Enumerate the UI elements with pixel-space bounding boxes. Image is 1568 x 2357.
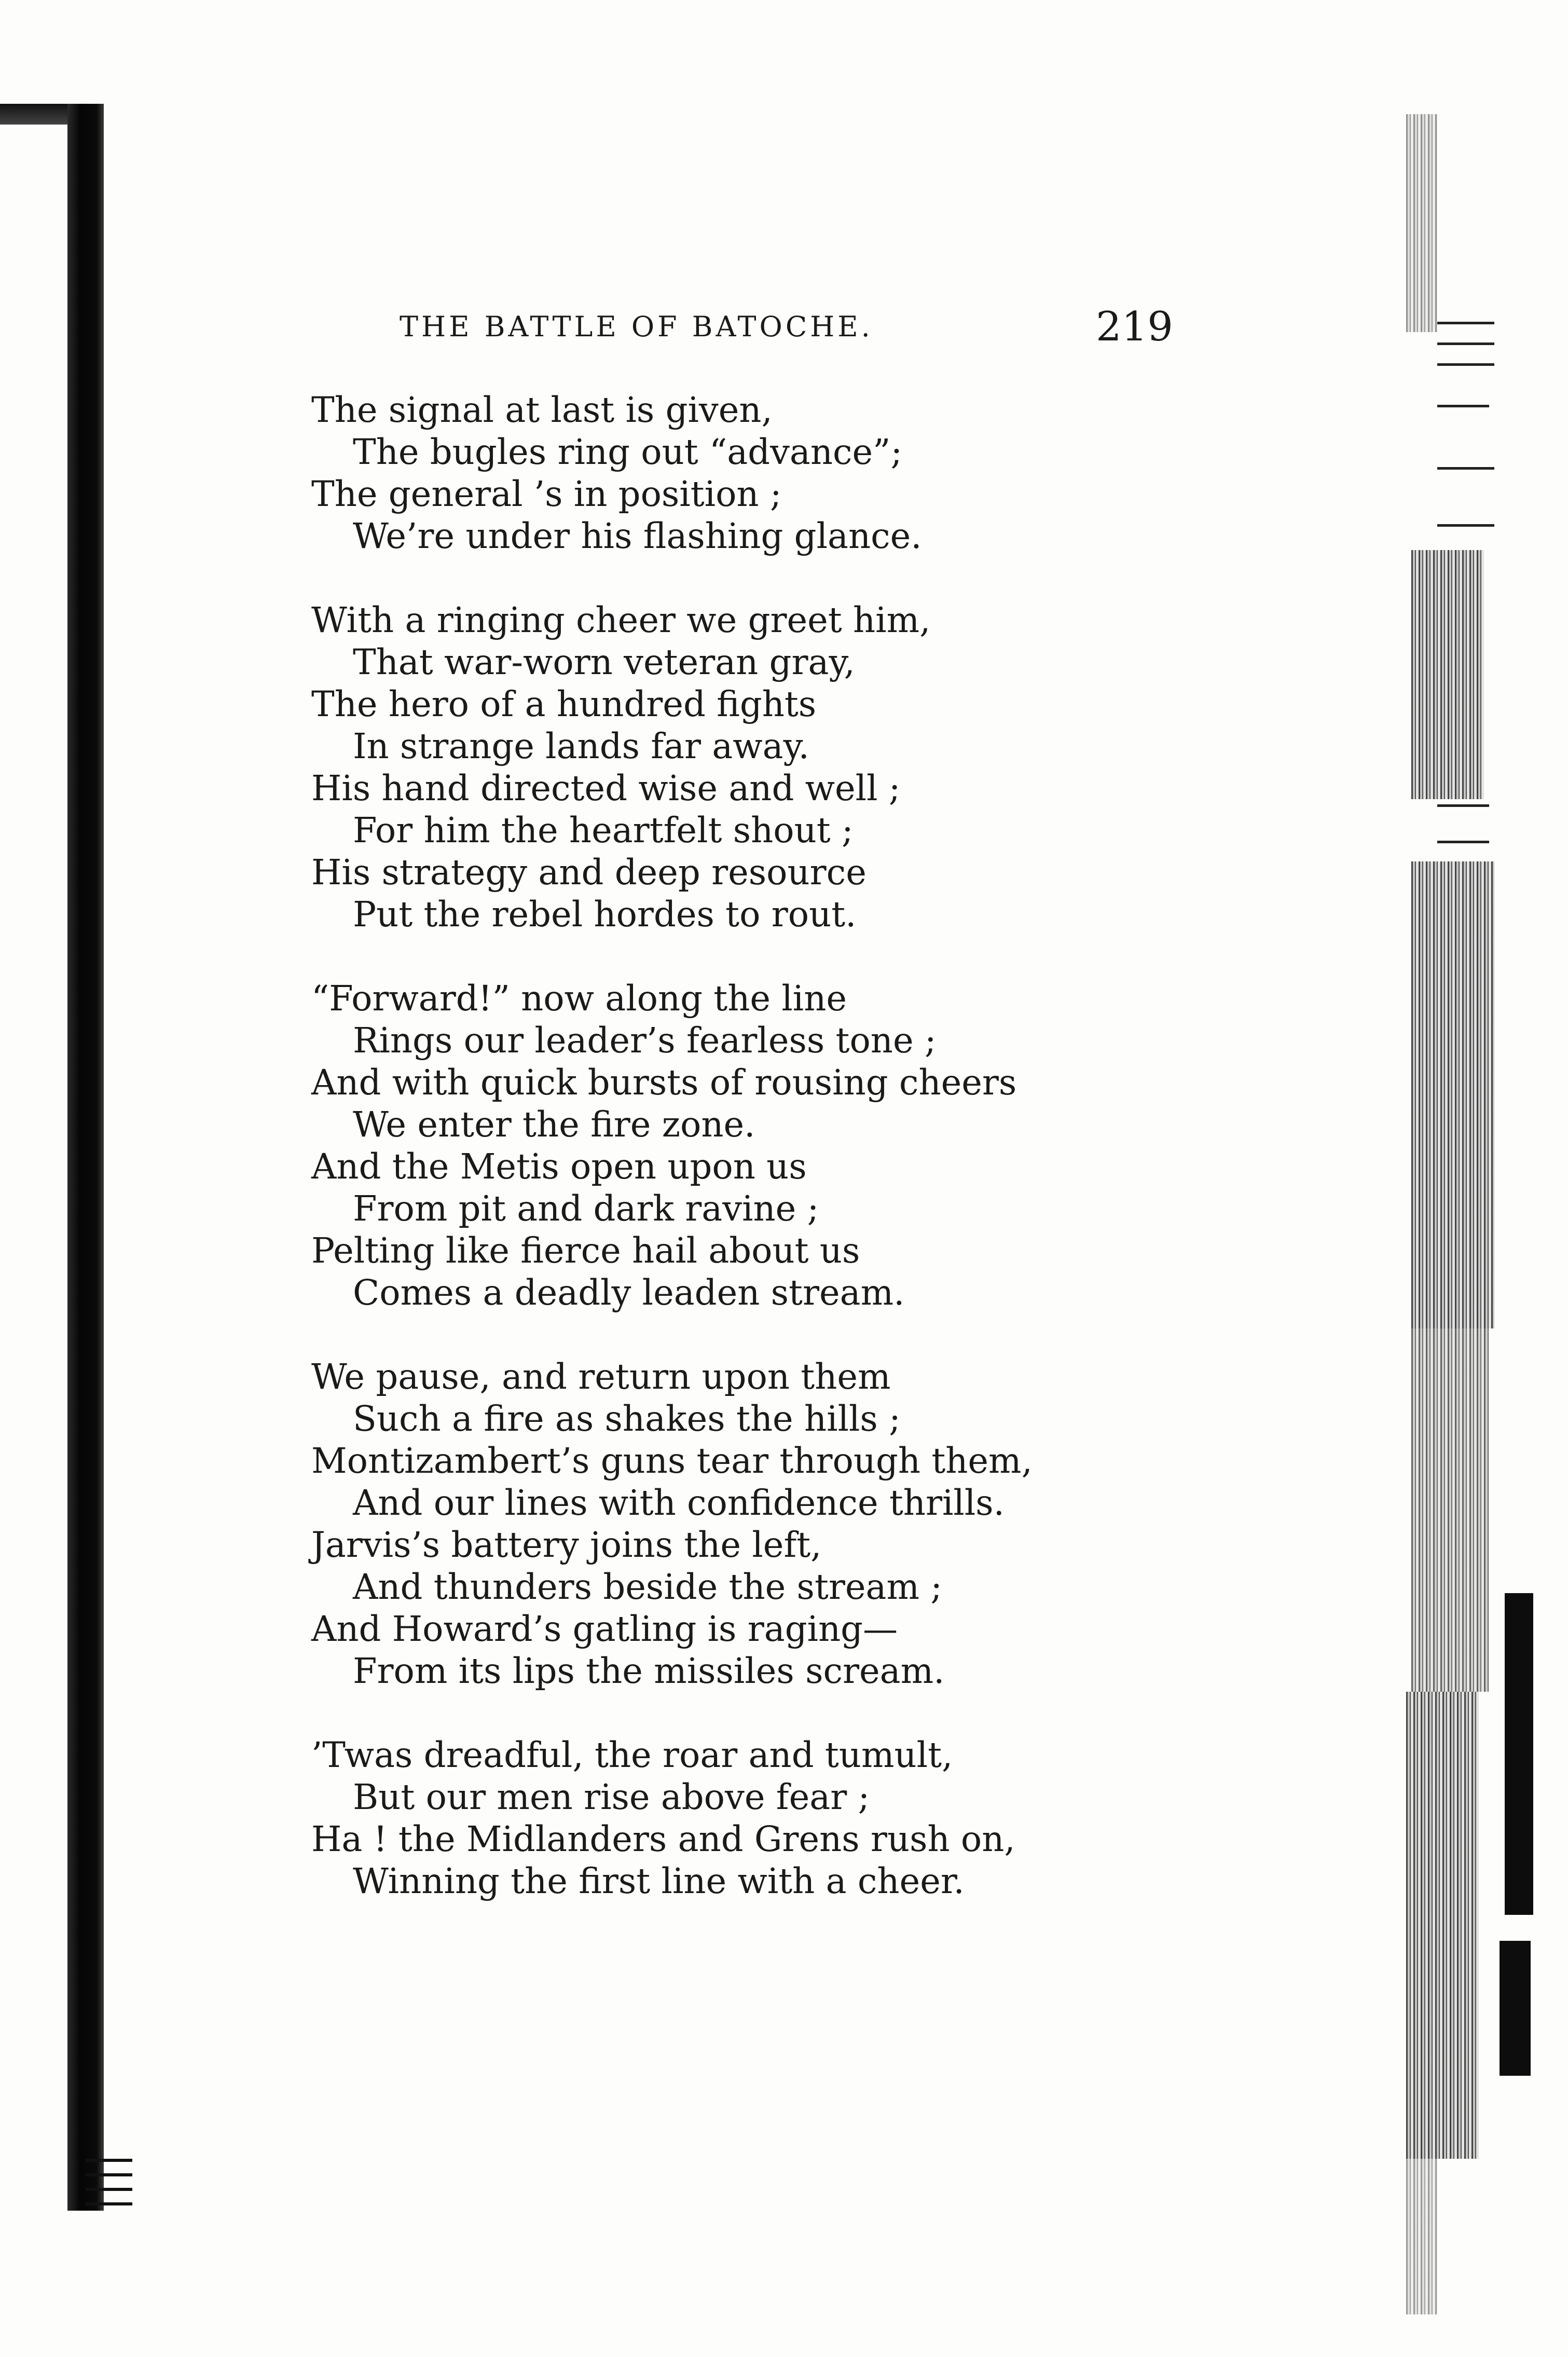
poem-line: And thunders beside the stream ; [353,1567,942,1607]
poem-line: And Howard’s gatling is raging— [311,1609,898,1649]
poem-line: In strange lands far away. [353,726,809,766]
poem-line: Winning the first line with a cheer. [353,1861,965,1901]
poem-line: With a ringing cheer we greet him, [311,600,931,640]
next-page-bleed [1401,114,1536,2325]
stanza [311,978,1193,1314]
poem-line: We pause, and return upon them [311,1356,891,1397]
poem-line: The general ’s in position ; [311,474,782,514]
poem-body [311,389,1193,1944]
poem-line: His strategy and deep resource [311,852,866,893]
page-number: 219 [1096,304,1173,350]
poem-line: And our lines with confidence thrills. [353,1483,1005,1523]
binding-marks [86,2159,132,2226]
poem-line: The bugles ring out “advance”; [353,432,903,472]
poem-line: Pelting like fierce hail about us [311,1230,860,1271]
poem-line: Jarvis’s battery joins the left, [311,1525,822,1565]
poem-line: ’Twas dreadful, the roar and tumult, [311,1735,953,1775]
poem-line: From pit and dark ravine ; [353,1188,819,1229]
stanza [311,389,1193,557]
poem-line: Rings our leader’s fearless tone ; [353,1020,937,1061]
stanza [311,1734,1193,1902]
poem-line: And with quick bursts of rousing cheers [311,1062,1017,1103]
binding-edge [67,104,104,2211]
poem-line: Montizambert’s guns tear through them, [311,1441,1033,1481]
poem-line: Comes a deadly leaden stream. [353,1272,905,1313]
poem-line: That war-worn veteran gray, [353,642,855,682]
stanza [311,599,1193,936]
poem-line: We’re under his flashing glance. [353,516,922,556]
poem-line: Put the rebel hordes to rout. [353,894,857,935]
poem-line: The hero of a hundred fights [311,684,817,724]
poem-line: “Forward!” now along the line [311,978,847,1019]
poem-line: His hand directed wise and well ; [311,768,901,808]
poem-line: The signal at last is given, [311,390,773,430]
stanza [311,1356,1193,1692]
poem-line: And the Metis open upon us [311,1146,807,1187]
poem-line: Such a fire as shakes the hills ; [353,1399,901,1439]
running-title: THE BATTLE OF BATOCHE. [400,310,873,343]
poem-line: Ha ! the Midlanders and Grens rush on, [311,1819,1015,1859]
poem-line: But our men rise above fear ; [353,1777,870,1817]
poem-line: For him the heartfelt shout ; [353,810,854,851]
poem-line: We enter the fire zone. [353,1104,755,1145]
poem-line: From its lips the missiles scream. [353,1651,945,1691]
